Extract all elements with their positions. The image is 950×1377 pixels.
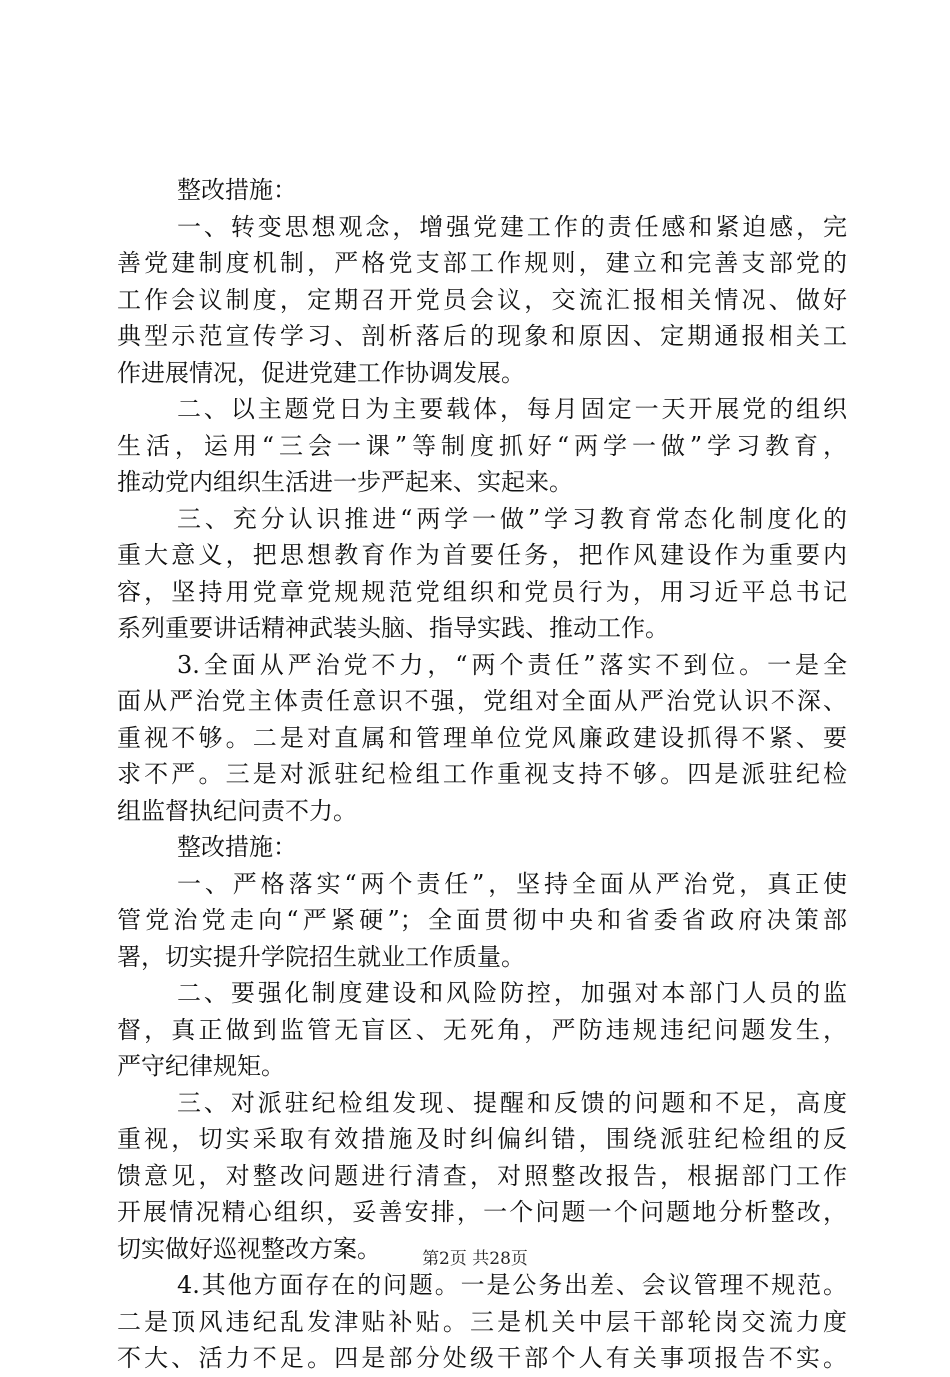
text-line: 整改措施： xyxy=(177,176,297,204)
text-line: 面从严治党主体责任意识不强，党组对全面从严治党认识不深、 xyxy=(117,687,847,715)
text-line: 重视，切实采取有效措施及时纠偏纠错，围绕派驻纪检组的反 xyxy=(117,1125,847,1153)
text-line: 典型示范宣传学习、剖析落后的现象和原因、定期通报相关工 xyxy=(117,322,847,350)
text-line: 重大意义，把思想教育作为首要任务，把作风建设作为重要内 xyxy=(117,541,847,569)
document-body xyxy=(117,172,847,1377)
text-line: 二是顶风违纪乱发津贴补贴。三是机关中层干部轮岗交流力度 xyxy=(117,1307,847,1336)
text-line: 不大、活力不足。四是部分处级干部个人有关事项报告不实。 xyxy=(117,1344,847,1372)
text-line: 推动党内组织生活进一步严起来、实起来。 xyxy=(117,468,573,496)
text-line: 开展情况精心组织，妥善安排，一个问题一个问题地分析整改， xyxy=(117,1198,847,1226)
text-line: 二、以主题党日为主要载体，每月固定一天开展党的组织 xyxy=(177,395,847,423)
text-line: 三、充分认识推进“两学一做”学习教育常态化制度化的 xyxy=(177,504,847,533)
text-line: 二、要强化制度建设和风险防控，加强对本部门人员的监 xyxy=(177,979,847,1007)
text-line: 管党治党走向“严紧硬”；全面贯彻中央和省委省政府决策部 xyxy=(117,906,847,934)
text-line: 重视不够。二是对直属和管理单位党风廉政建设抓得不紧、要 xyxy=(117,723,847,752)
text-line: 一、严格落实“两个责任”，坚持全面从严治党，真正使 xyxy=(177,869,847,898)
text-line: 组监督执纪问责不力。 xyxy=(117,796,357,825)
text-line: 作进展情况，促进党建工作协调发展。 xyxy=(117,358,525,387)
text-line: 善党建制度机制，严格党支部工作规则，建立和完善支部党的 xyxy=(117,249,847,277)
text-line: 整改措施： xyxy=(177,833,297,861)
text-line: 馈意见，对整改问题进行清查，对照整改报告，根据部门工作 xyxy=(117,1161,847,1190)
text-line: 督，真正做到监管无盲区、无死角，严防违规违纪问题发生， xyxy=(117,1015,847,1044)
text-line: 生活，运用“三会一课”等制度抓好“两学一做”学习教育， xyxy=(117,431,847,460)
text-line: 严守纪律规矩。 xyxy=(117,1052,285,1080)
page-number-footer: 第2页 共28页 xyxy=(422,1249,528,1269)
text-line: 容，坚持用党章党规规范党组织和党员行为，用习近平总书记 xyxy=(117,577,847,606)
text-line: 3.全面从严治党不力，“两个责任”落实不到位。一是全 xyxy=(177,650,847,679)
text-line: 一、转变思想观念，增强党建工作的责任感和紧迫感，完 xyxy=(177,212,847,241)
text-line: 切实做好巡视整改方案。 xyxy=(117,1234,381,1263)
text-line: 系列重要讲话精神武装头脑、指导实践、推动工作。 xyxy=(117,614,669,642)
text-line: 求不严。三是对派驻纪检组工作重视支持不够。四是派驻纪检 xyxy=(117,760,847,788)
text-line: 署，切实提升学院招生就业工作质量。 xyxy=(117,942,525,971)
text-line: 工作会议制度，定期召开党员会议，交流汇报相关情况、做好 xyxy=(117,285,847,314)
text-line: 4.其他方面存在的问题。一是公务出差、会议管理不规范。 xyxy=(177,1271,847,1299)
text-line: 三、对派驻纪检组发现、提醒和反馈的问题和不足，高度 xyxy=(177,1088,847,1117)
